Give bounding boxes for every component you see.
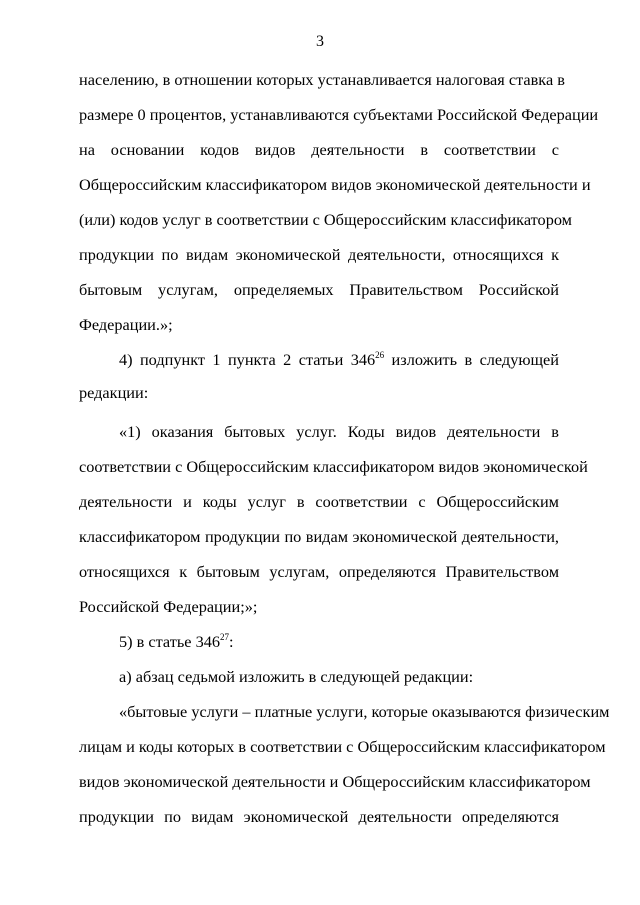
text-line: относящихся к бытовым услугам, определяются Правительством [79,562,559,581]
page-number: 3 [316,33,324,50]
text-segment: 5) в статье 346 [119,632,220,651]
text-line-amendment-4 [119,350,559,370]
text-segment: изложить в следующей [384,350,559,369]
text-line: на основании кодов видов деятельности в соответствии с [79,140,559,159]
text-line: «1) оказания бытовых услуг. Коды видов деятельности в [119,422,559,441]
superscript: 26 [375,350,385,360]
text-segment: 4) подпункт 1 пункта 2 статьи 346 [119,350,376,369]
text-line: «бытовые услуги – платные услуги, которые оказываются физическим [119,702,610,721]
text-line: продукции по видам экономической деятельности определяются [79,807,559,826]
text-line: размере 0 процентов, устанавливаются субъектами Российской Федерации [79,105,599,124]
text-line: Федерации.»; [79,315,173,334]
text-line-amendment-5 [119,632,559,652]
text-line: а) абзац седьмой изложить в следующей редакции: [119,667,474,686]
text-line: редакции: [79,383,149,402]
text-line: видов экономической деятельности и Общероссийским классификатором [79,772,591,791]
text-line: продукции по видам экономической деятельности, относящихся к [79,245,559,264]
text-line: деятельности и коды услуг в соответствии с Общероссийским [79,492,559,511]
text-line: соответствии с Общероссийским классификатором видов экономической [79,457,588,476]
text-line: (или) кодов услуг в соответствии с Общероссийским классификатором [79,210,572,229]
text-line: лицам и коды которых в соответствии с Общероссийским классификатором [79,737,606,756]
superscript: 27 [220,632,229,642]
text-line: Общероссийским классификатором видов экономической деятельности и [79,175,591,194]
text-line: населению, в отношении которых устанавливается налоговая ставка в [79,70,565,89]
text-line: Российской Федерации;»; [79,597,258,616]
text-segment: : [229,632,234,651]
text-line: классификатором продукции по видам экономической деятельности, [79,527,559,546]
text-line: бытовым услугам, определяемых Правительством Российской [79,280,559,299]
